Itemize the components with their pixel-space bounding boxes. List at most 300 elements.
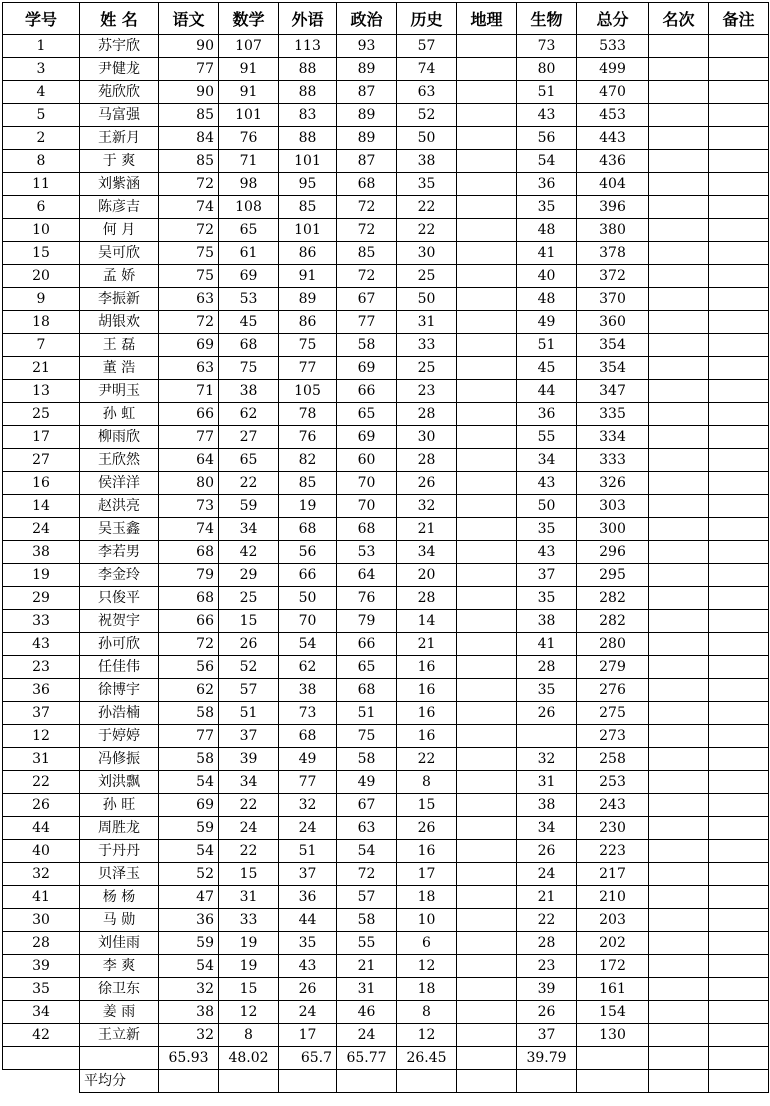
student-id: 11 bbox=[3, 173, 80, 196]
score-history: 16 bbox=[397, 656, 457, 679]
student-id: 33 bbox=[3, 610, 80, 633]
notes-cell bbox=[709, 150, 769, 173]
notes-cell bbox=[709, 1024, 769, 1047]
score-english: 86 bbox=[279, 242, 337, 265]
score-total: 533 bbox=[577, 35, 649, 58]
score-politics: 93 bbox=[337, 35, 397, 58]
score-history: 28 bbox=[397, 587, 457, 610]
score-math: 59 bbox=[219, 495, 279, 518]
score-math: 25 bbox=[219, 587, 279, 610]
score-chinese: 84 bbox=[159, 127, 219, 150]
score-politics: 55 bbox=[337, 932, 397, 955]
notes-cell bbox=[709, 242, 769, 265]
student-name: 王 磊 bbox=[80, 334, 159, 357]
student-id: 4 bbox=[3, 81, 80, 104]
table-row bbox=[3, 357, 769, 380]
score-chinese: 63 bbox=[159, 288, 219, 311]
rank-cell bbox=[649, 840, 709, 863]
score-biology: 73 bbox=[517, 35, 577, 58]
score-politics: 68 bbox=[337, 518, 397, 541]
score-history: 50 bbox=[397, 288, 457, 311]
rank-cell bbox=[649, 541, 709, 564]
notes-cell bbox=[709, 633, 769, 656]
score-politics: 72 bbox=[337, 863, 397, 886]
score-english: 70 bbox=[279, 610, 337, 633]
score-history: 17 bbox=[397, 863, 457, 886]
score-chinese: 59 bbox=[159, 932, 219, 955]
score-math: 42 bbox=[219, 541, 279, 564]
rank-cell bbox=[649, 334, 709, 357]
student-id: 25 bbox=[3, 403, 80, 426]
score-english: 73 bbox=[279, 702, 337, 725]
score-biology: 28 bbox=[517, 932, 577, 955]
score-history: 16 bbox=[397, 840, 457, 863]
score-math: 71 bbox=[219, 150, 279, 173]
score-total: 210 bbox=[577, 886, 649, 909]
score-chinese: 54 bbox=[159, 840, 219, 863]
empty-cell bbox=[709, 1070, 769, 1093]
notes-cell bbox=[709, 357, 769, 380]
score-math: 15 bbox=[219, 978, 279, 1001]
score-politics: 64 bbox=[337, 564, 397, 587]
score-history: 38 bbox=[397, 150, 457, 173]
rank-cell bbox=[649, 817, 709, 840]
score-english: 76 bbox=[279, 426, 337, 449]
score-chinese: 73 bbox=[159, 495, 219, 518]
score-english: 101 bbox=[279, 219, 337, 242]
score-biology: 21 bbox=[517, 886, 577, 909]
score-history: 21 bbox=[397, 518, 457, 541]
score-biology: 35 bbox=[517, 679, 577, 702]
score-english: 26 bbox=[279, 978, 337, 1001]
student-name: 吴玉鑫 bbox=[80, 518, 159, 541]
student-id: 23 bbox=[3, 656, 80, 679]
score-history: 21 bbox=[397, 633, 457, 656]
rank-cell bbox=[649, 610, 709, 633]
score-english: 85 bbox=[279, 196, 337, 219]
rank-cell bbox=[649, 127, 709, 150]
score-math: 24 bbox=[219, 817, 279, 840]
score-biology: 26 bbox=[517, 840, 577, 863]
score-history: 18 bbox=[397, 886, 457, 909]
student-name: 董 浩 bbox=[80, 357, 159, 380]
empty-cell bbox=[219, 1070, 279, 1093]
student-name: 于婷婷 bbox=[80, 725, 159, 748]
empty-cell bbox=[159, 1070, 219, 1093]
score-total: 230 bbox=[577, 817, 649, 840]
score-geography bbox=[457, 426, 517, 449]
score-geography bbox=[457, 58, 517, 81]
score-biology: 35 bbox=[517, 587, 577, 610]
score-geography bbox=[457, 196, 517, 219]
score-geography bbox=[457, 472, 517, 495]
score-geography bbox=[457, 633, 517, 656]
score-politics: 69 bbox=[337, 357, 397, 380]
score-politics: 67 bbox=[337, 288, 397, 311]
score-politics: 51 bbox=[337, 702, 397, 725]
score-politics: 68 bbox=[337, 173, 397, 196]
rank-cell bbox=[649, 909, 709, 932]
notes-cell bbox=[709, 955, 769, 978]
table-row bbox=[3, 1001, 769, 1024]
student-name: 李若男 bbox=[80, 541, 159, 564]
score-math: 34 bbox=[219, 518, 279, 541]
score-total: 258 bbox=[577, 748, 649, 771]
table-row bbox=[3, 334, 769, 357]
avg-id-cell bbox=[3, 1047, 80, 1070]
student-name: 李 爽 bbox=[80, 955, 159, 978]
notes-cell bbox=[709, 380, 769, 403]
score-total: 243 bbox=[577, 794, 649, 817]
score-english: 50 bbox=[279, 587, 337, 610]
rank-cell bbox=[649, 35, 709, 58]
student-id: 37 bbox=[3, 702, 80, 725]
student-id: 7 bbox=[3, 334, 80, 357]
rank-cell bbox=[649, 58, 709, 81]
student-id: 31 bbox=[3, 748, 80, 771]
notes-cell bbox=[709, 472, 769, 495]
score-history: 22 bbox=[397, 196, 457, 219]
score-politics: 66 bbox=[337, 633, 397, 656]
table-row bbox=[3, 288, 769, 311]
student-id: 18 bbox=[3, 311, 80, 334]
score-chinese: 85 bbox=[159, 150, 219, 173]
avg-notes bbox=[709, 1047, 769, 1070]
score-chinese: 63 bbox=[159, 357, 219, 380]
notes-cell bbox=[709, 495, 769, 518]
notes-cell bbox=[709, 840, 769, 863]
rank-cell bbox=[649, 886, 709, 909]
average-label-row bbox=[3, 1070, 769, 1093]
score-chinese: 72 bbox=[159, 311, 219, 334]
student-id: 34 bbox=[3, 1001, 80, 1024]
table-row bbox=[3, 863, 769, 886]
header-biology: 生物 bbox=[517, 3, 577, 35]
score-biology: 34 bbox=[517, 449, 577, 472]
score-math: 31 bbox=[219, 886, 279, 909]
score-history: 30 bbox=[397, 242, 457, 265]
score-total: 130 bbox=[577, 1024, 649, 1047]
table-row bbox=[3, 610, 769, 633]
score-chinese: 62 bbox=[159, 679, 219, 702]
score-english: 32 bbox=[279, 794, 337, 817]
avg-name-cell bbox=[80, 1047, 159, 1070]
score-geography bbox=[457, 932, 517, 955]
score-total: 378 bbox=[577, 242, 649, 265]
rank-cell bbox=[649, 219, 709, 242]
notes-cell bbox=[709, 219, 769, 242]
notes-cell bbox=[709, 196, 769, 219]
score-biology: 56 bbox=[517, 127, 577, 150]
notes-cell bbox=[709, 518, 769, 541]
score-history: 74 bbox=[397, 58, 457, 81]
score-politics: 21 bbox=[337, 955, 397, 978]
score-politics: 58 bbox=[337, 909, 397, 932]
score-biology: 38 bbox=[517, 794, 577, 817]
student-id: 30 bbox=[3, 909, 80, 932]
score-biology: 40 bbox=[517, 265, 577, 288]
score-chinese: 72 bbox=[159, 633, 219, 656]
score-english: 86 bbox=[279, 311, 337, 334]
score-politics: 46 bbox=[337, 1001, 397, 1024]
score-geography bbox=[457, 794, 517, 817]
score-chinese: 52 bbox=[159, 863, 219, 886]
score-history: 25 bbox=[397, 357, 457, 380]
score-english: 88 bbox=[279, 58, 337, 81]
score-table bbox=[2, 2, 769, 1093]
header-rank: 名次 bbox=[649, 3, 709, 35]
student-id: 17 bbox=[3, 426, 80, 449]
table-row bbox=[3, 35, 769, 58]
score-total: 470 bbox=[577, 81, 649, 104]
score-total: 273 bbox=[577, 725, 649, 748]
score-math: 22 bbox=[219, 840, 279, 863]
score-geography bbox=[457, 955, 517, 978]
score-total: 436 bbox=[577, 150, 649, 173]
score-chinese: 59 bbox=[159, 817, 219, 840]
score-math: 108 bbox=[219, 196, 279, 219]
score-biology: 34 bbox=[517, 817, 577, 840]
score-history: 12 bbox=[397, 1024, 457, 1047]
score-total: 347 bbox=[577, 380, 649, 403]
student-name: 周胜龙 bbox=[80, 817, 159, 840]
empty-cell bbox=[517, 1070, 577, 1093]
score-history: 16 bbox=[397, 725, 457, 748]
score-total: 335 bbox=[577, 403, 649, 426]
rank-cell bbox=[649, 380, 709, 403]
score-geography bbox=[457, 288, 517, 311]
score-english: 68 bbox=[279, 518, 337, 541]
score-total: 499 bbox=[577, 58, 649, 81]
student-name: 柳雨欣 bbox=[80, 426, 159, 449]
score-chinese: 64 bbox=[159, 449, 219, 472]
score-total: 370 bbox=[577, 288, 649, 311]
table-row bbox=[3, 955, 769, 978]
rank-cell bbox=[649, 725, 709, 748]
score-geography bbox=[457, 610, 517, 633]
score-geography bbox=[457, 173, 517, 196]
table-row bbox=[3, 725, 769, 748]
student-id: 12 bbox=[3, 725, 80, 748]
rank-cell bbox=[649, 587, 709, 610]
score-politics: 58 bbox=[337, 334, 397, 357]
score-chinese: 80 bbox=[159, 472, 219, 495]
table-row bbox=[3, 771, 769, 794]
score-english: 56 bbox=[279, 541, 337, 564]
score-english: 24 bbox=[279, 1001, 337, 1024]
notes-cell bbox=[709, 886, 769, 909]
score-politics: 75 bbox=[337, 725, 397, 748]
score-geography bbox=[457, 541, 517, 564]
score-chinese: 74 bbox=[159, 518, 219, 541]
score-chinese: 58 bbox=[159, 748, 219, 771]
student-name: 马富强 bbox=[80, 104, 159, 127]
student-id: 21 bbox=[3, 357, 80, 380]
score-biology: 51 bbox=[517, 81, 577, 104]
table-row bbox=[3, 58, 769, 81]
average-label: 平均分 bbox=[80, 1070, 159, 1093]
score-biology: 41 bbox=[517, 242, 577, 265]
score-politics: 65 bbox=[337, 656, 397, 679]
score-history: 63 bbox=[397, 81, 457, 104]
score-chinese: 38 bbox=[159, 1001, 219, 1024]
score-history: 22 bbox=[397, 748, 457, 771]
score-math: 19 bbox=[219, 932, 279, 955]
student-id: 22 bbox=[3, 771, 80, 794]
table-row bbox=[3, 794, 769, 817]
notes-cell bbox=[709, 288, 769, 311]
score-geography bbox=[457, 817, 517, 840]
table-row bbox=[3, 426, 769, 449]
notes-cell bbox=[709, 35, 769, 58]
score-politics: 24 bbox=[337, 1024, 397, 1047]
rank-cell bbox=[649, 1024, 709, 1047]
rank-cell bbox=[649, 564, 709, 587]
score-math: 15 bbox=[219, 863, 279, 886]
score-politics: 89 bbox=[337, 104, 397, 127]
score-total: 303 bbox=[577, 495, 649, 518]
score-chinese: 58 bbox=[159, 702, 219, 725]
score-geography bbox=[457, 564, 517, 587]
rank-cell bbox=[649, 1001, 709, 1024]
score-math: 39 bbox=[219, 748, 279, 771]
score-total: 282 bbox=[577, 587, 649, 610]
student-name: 于 爽 bbox=[80, 150, 159, 173]
rank-cell bbox=[649, 242, 709, 265]
score-geography bbox=[457, 518, 517, 541]
notes-cell bbox=[709, 564, 769, 587]
notes-cell bbox=[709, 794, 769, 817]
score-biology: 43 bbox=[517, 472, 577, 495]
notes-cell bbox=[709, 311, 769, 334]
score-history: 18 bbox=[397, 978, 457, 1001]
rank-cell bbox=[649, 656, 709, 679]
table-row bbox=[3, 219, 769, 242]
score-history: 50 bbox=[397, 127, 457, 150]
student-id: 29 bbox=[3, 587, 80, 610]
score-chinese: 56 bbox=[159, 656, 219, 679]
score-geography bbox=[457, 978, 517, 1001]
score-chinese: 71 bbox=[159, 380, 219, 403]
rank-cell bbox=[649, 495, 709, 518]
score-geography bbox=[457, 886, 517, 909]
rank-cell bbox=[649, 311, 709, 334]
student-id: 6 bbox=[3, 196, 80, 219]
score-biology: 48 bbox=[517, 219, 577, 242]
score-geography bbox=[457, 127, 517, 150]
score-english: 105 bbox=[279, 380, 337, 403]
score-geography bbox=[457, 357, 517, 380]
score-math: 52 bbox=[219, 656, 279, 679]
score-geography bbox=[457, 771, 517, 794]
table-row bbox=[3, 403, 769, 426]
score-math: 62 bbox=[219, 403, 279, 426]
notes-cell bbox=[709, 748, 769, 771]
avg-rank bbox=[649, 1047, 709, 1070]
score-math: 91 bbox=[219, 58, 279, 81]
score-total: 372 bbox=[577, 265, 649, 288]
score-math: 12 bbox=[219, 1001, 279, 1024]
score-math: 15 bbox=[219, 610, 279, 633]
student-id: 35 bbox=[3, 978, 80, 1001]
score-chinese: 77 bbox=[159, 58, 219, 81]
score-biology: 55 bbox=[517, 426, 577, 449]
score-chinese: 54 bbox=[159, 771, 219, 794]
student-name: 刘佳雨 bbox=[80, 932, 159, 955]
student-name: 只俊平 bbox=[80, 587, 159, 610]
score-geography bbox=[457, 265, 517, 288]
empty-cell bbox=[577, 1070, 649, 1093]
notes-cell bbox=[709, 932, 769, 955]
score-english: 49 bbox=[279, 748, 337, 771]
score-biology: 41 bbox=[517, 633, 577, 656]
rank-cell bbox=[649, 104, 709, 127]
score-politics: 65 bbox=[337, 403, 397, 426]
student-name: 尹健龙 bbox=[80, 58, 159, 81]
score-english: 101 bbox=[279, 150, 337, 173]
score-geography bbox=[457, 863, 517, 886]
score-english: 78 bbox=[279, 403, 337, 426]
score-history: 31 bbox=[397, 311, 457, 334]
score-biology: 44 bbox=[517, 380, 577, 403]
score-total: 354 bbox=[577, 334, 649, 357]
score-math: 101 bbox=[219, 104, 279, 127]
score-geography bbox=[457, 840, 517, 863]
score-total: 202 bbox=[577, 932, 649, 955]
score-english: 35 bbox=[279, 932, 337, 955]
score-politics: 76 bbox=[337, 587, 397, 610]
avg-geography bbox=[457, 1047, 517, 1070]
score-politics: 54 bbox=[337, 840, 397, 863]
score-history: 28 bbox=[397, 403, 457, 426]
student-id: 26 bbox=[3, 794, 80, 817]
score-chinese: 32 bbox=[159, 978, 219, 1001]
score-biology: 26 bbox=[517, 1001, 577, 1024]
score-english: 83 bbox=[279, 104, 337, 127]
score-math: 91 bbox=[219, 81, 279, 104]
rank-cell bbox=[649, 794, 709, 817]
score-math: 37 bbox=[219, 725, 279, 748]
score-politics: 89 bbox=[337, 58, 397, 81]
score-geography bbox=[457, 380, 517, 403]
score-biology: 51 bbox=[517, 334, 577, 357]
score-english: 51 bbox=[279, 840, 337, 863]
student-name: 王欣然 bbox=[80, 449, 159, 472]
score-total: 275 bbox=[577, 702, 649, 725]
score-english: 77 bbox=[279, 771, 337, 794]
rank-cell bbox=[649, 449, 709, 472]
score-geography bbox=[457, 725, 517, 748]
score-total: 380 bbox=[577, 219, 649, 242]
score-geography bbox=[457, 702, 517, 725]
rank-cell bbox=[649, 357, 709, 380]
score-chinese: 85 bbox=[159, 104, 219, 127]
score-politics: 58 bbox=[337, 748, 397, 771]
avg-biology: 39.79 bbox=[517, 1047, 577, 1070]
score-chinese: 72 bbox=[159, 219, 219, 242]
score-math: 65 bbox=[219, 219, 279, 242]
score-chinese: 32 bbox=[159, 1024, 219, 1047]
avg-math: 48.02 bbox=[219, 1047, 279, 1070]
empty-cell bbox=[457, 1070, 517, 1093]
rank-cell bbox=[649, 518, 709, 541]
score-english: 88 bbox=[279, 127, 337, 150]
student-id: 20 bbox=[3, 265, 80, 288]
score-english: 77 bbox=[279, 357, 337, 380]
rank-cell bbox=[649, 196, 709, 219]
score-biology: 43 bbox=[517, 104, 577, 127]
score-english: 66 bbox=[279, 564, 337, 587]
